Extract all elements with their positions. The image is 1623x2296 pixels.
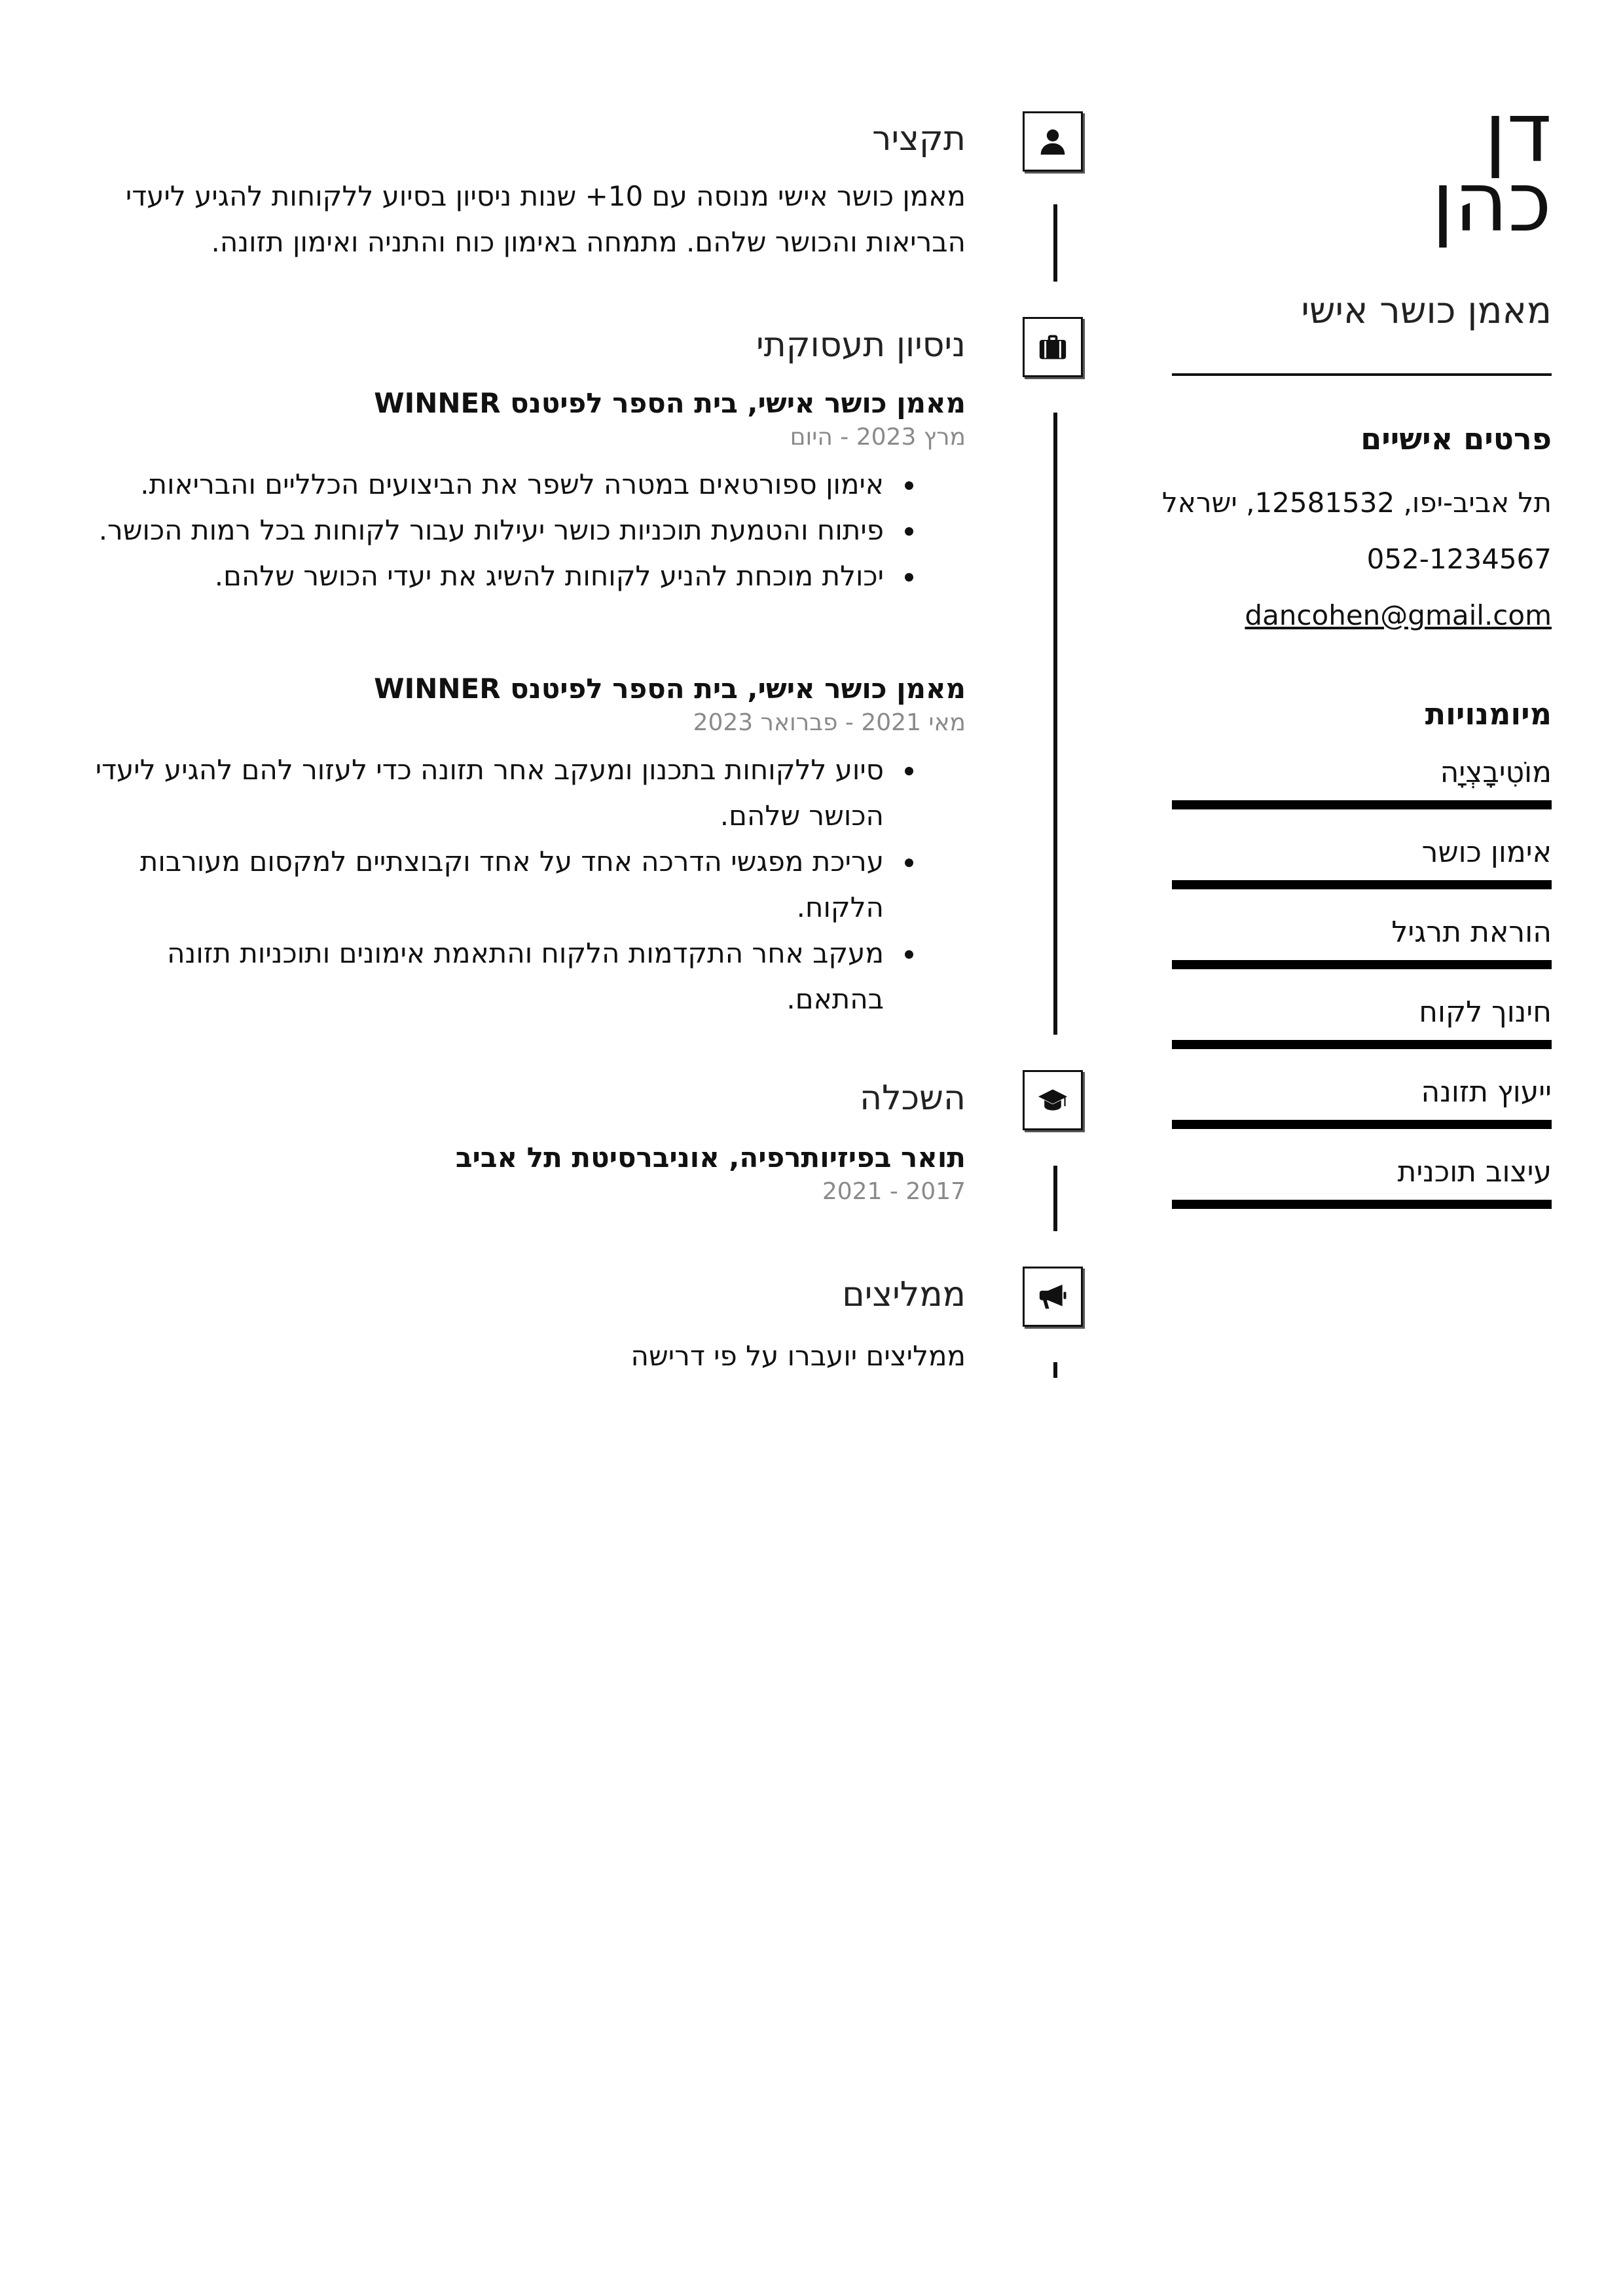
job-1-title: מאמן כושר אישי, בית הספר לפיטנס WINNER bbox=[374, 387, 966, 419]
references-text: ממליצים יועברו על פי דרישה bbox=[630, 1340, 966, 1372]
skill-level-bar bbox=[1172, 1120, 1552, 1129]
list-item: אימון ספורטאים במטרה לשפר את הביצועים הכלליים והבריאות. bbox=[85, 462, 884, 508]
skill-level-bar bbox=[1172, 800, 1552, 809]
education-icon-box bbox=[1023, 1070, 1083, 1130]
summary-text: מאמן כושר אישי מנוסה עם 10+ שנות ניסיון בסיוע ללקוחות להגיע ליעדי הבריאות והכושר שלהם. מתמחה באימון כוח והתניה ואימון תזונה. bbox=[125, 180, 966, 258]
education-heading: השכלה bbox=[860, 1079, 966, 1118]
candidate-name bbox=[1431, 84, 1552, 250]
first-name: דן bbox=[1484, 84, 1552, 181]
sidebar-divider bbox=[1172, 373, 1552, 376]
email-link[interactable]: dancohen@gmail.com bbox=[1245, 599, 1552, 631]
skill-label: הוראת תרגיל bbox=[1391, 916, 1552, 949]
candidate-title: מאמן כושר אישי bbox=[1301, 289, 1552, 332]
skills-heading: מיומנויות bbox=[1425, 696, 1552, 731]
job-1-bullets bbox=[85, 462, 966, 599]
skill-level-fill bbox=[1172, 1200, 1552, 1209]
skill-label: ייעוץ תזונה bbox=[1421, 1075, 1552, 1109]
summary-heading: תקציר bbox=[872, 119, 966, 158]
megaphone-icon bbox=[1038, 1282, 1067, 1311]
timeline-segment bbox=[1053, 1166, 1057, 1231]
phone: 052-1234567 bbox=[1366, 543, 1552, 575]
user-icon bbox=[1038, 127, 1067, 156]
skill-label: עיצוב תוכנית bbox=[1397, 1155, 1552, 1189]
skill-level-bar bbox=[1172, 960, 1552, 969]
last-name: כהן bbox=[1431, 154, 1552, 250]
skill-label: חינוך לקוח bbox=[1419, 995, 1552, 1029]
skill-level-bar bbox=[1172, 880, 1552, 889]
skill-level-bar bbox=[1172, 1040, 1552, 1049]
personal-details-heading: פרטים אישיים bbox=[1360, 421, 1552, 456]
skill-level-fill bbox=[1172, 1120, 1552, 1129]
address: תל אביב-יפו, 12581532, ישראל bbox=[1161, 487, 1552, 519]
experience-heading: ניסיון תעסוקתי bbox=[756, 325, 966, 365]
list-item: פיתוח והטמעת תוכניות כושר יעילות עבור לקוחות בכל רמות הכושר. bbox=[85, 508, 884, 553]
job-2-title: מאמן כושר אישי, בית הספר לפיטנס WINNER bbox=[374, 673, 966, 705]
job-2-bullets bbox=[85, 747, 966, 1022]
briefcase-icon bbox=[1038, 333, 1067, 361]
skill-level-fill bbox=[1172, 960, 1552, 969]
list-item: סיוע ללקוחות בתכנון ומעקב אחר תזונה כדי לעזור להם להגיע ליעדי הכושר שלהם. bbox=[85, 747, 884, 839]
skill-label: אימון כושר bbox=[1421, 836, 1552, 869]
skill-level-fill bbox=[1172, 880, 1552, 889]
timeline-segment bbox=[1053, 413, 1057, 1035]
job-2-dates: מאי 2021 - פברואר 2023 bbox=[693, 709, 966, 736]
list-item: יכולת מוכחת להניע לקוחות להשיג את יעדי הכושר שלהם. bbox=[85, 553, 884, 599]
summary-icon-box bbox=[1023, 111, 1083, 172]
skill-label: מוֹטִיבָצְיָה bbox=[1440, 756, 1552, 789]
timeline-segment bbox=[1053, 1362, 1057, 1378]
experience-icon-box bbox=[1023, 317, 1083, 377]
skill-level-fill bbox=[1172, 1040, 1552, 1049]
list-item: מעקב אחר התקדמות הלקוח והתאמת אימונים ותוכניות תזונה בהתאם. bbox=[85, 931, 884, 1022]
references-icon-box bbox=[1023, 1267, 1083, 1327]
timeline-segment bbox=[1053, 204, 1057, 282]
graduation-cap-icon bbox=[1038, 1086, 1067, 1115]
job-1-dates: מרץ 2023 - היום bbox=[790, 424, 966, 451]
references-heading: ממליצים bbox=[842, 1275, 966, 1314]
skill-level-bar bbox=[1172, 1200, 1552, 1209]
degree: תואר בפיזיותרפיה, אוניברסיטת תל אביב bbox=[455, 1141, 966, 1174]
list-item: עריכת מפגשי הדרכה אחד על אחד וקבוצתיים למקסום מעורבות הלקוח. bbox=[85, 839, 884, 931]
skill-level-fill bbox=[1172, 800, 1552, 809]
education-dates: 2017 - 2021 bbox=[822, 1178, 966, 1205]
